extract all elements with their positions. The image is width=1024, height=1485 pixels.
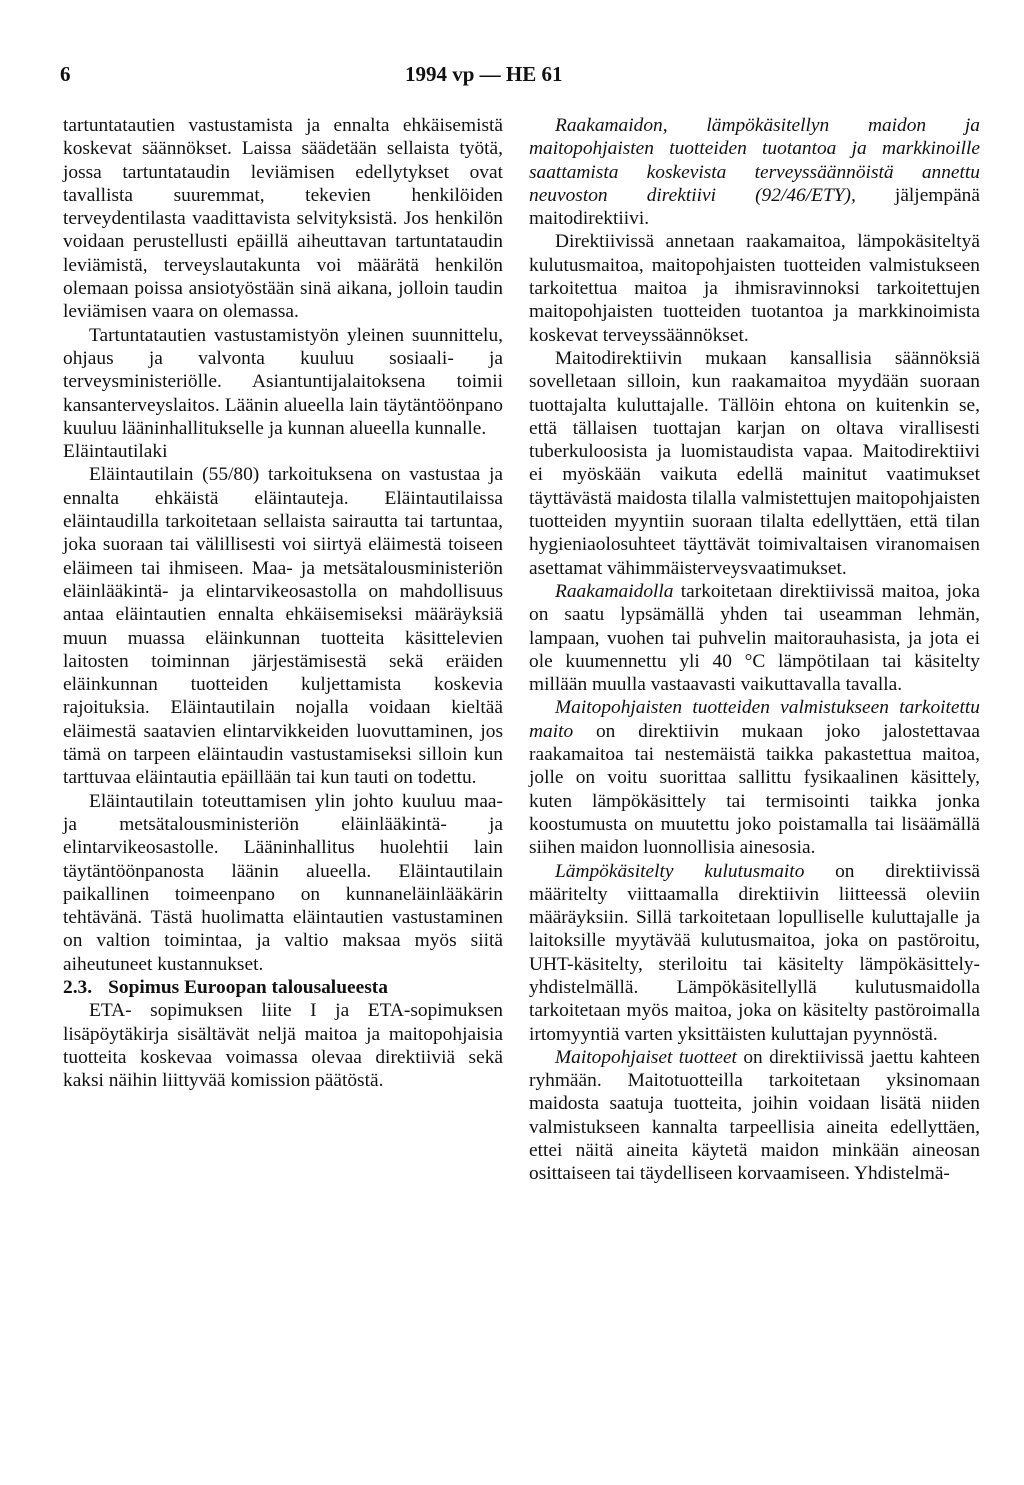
page-header [60,62,980,96]
paragraph: Maitodirektiivin mukaan kansallisia säännöksiä sovelletaan silloin, kun raakamaitoa myydään suoraan tuottajalta kuluttajalle. Tällöin ehtona on kuitenkin se, että tällaisen tuottajan karjan on oltava virallisesti tuberkuloosista ja luomistaudista vapaa. Maitodirektiivi ei myöskään vaikuta edellä mainitut vaatimukset täyttävästä maidosta tilalla valmistettujen maitopohjaisten tuotteiden myyntiin suoraan tilalta edellyttäen, että tilan hygieniaolosuhteet täyttävät toimivaltaisen viranomaisen asettamat vähimmäisterveysvaatimukset. [529,347,980,579]
paragraph: Direktiivissä annetaan raakamaitoa, lämpokäsiteltyä kulutusmaitoa, maitopohjaisten tuotteiden valmistukseen tarkoitettua maitoa ja ihmisravinnoksi tarkoitettujen maitopohjaisten tuotteiden tuotantoa ja markkinoimista koskevat terveyssäännökset. [529,231,980,346]
right-column [529,114,980,1186]
left-column [63,114,503,1092]
paragraph [529,1046,980,1186]
italic-term: Lämpökäsitelty kulutusmaito [555,860,805,882]
section-heading [63,976,503,999]
paragraph-text: on direktiivissä jaettu kahteen ryhmään. Maitotuotteilla tarkoitetaan yksinomaan maidosta saatuja tuotteita, joihin voidaan lisätä niiden valmistukseen kannalta tarpeellisia aineita edellyttäen, ettei näitä aineita käytetä maidon minkään aineosan osittaiseen tai täydelliseen korvaamiseen. Yhdistelmä- [529,1046,980,1185]
paragraph-text: jäljempänä maitodirektiivi. [529,184,980,230]
paragraph: Tartuntatautien vastustamistyön yleinen suunnittelu, ohjaus ja valvonta kuuluu sosiaali- ja terveysministeriölle. Asiantuntijalaitoksena toimii kansanterveyslaitos. Läänin alueella lain täytäntöönpano kuuluu lääninhallitukselle ja kunnan alueella kunnalle. [63,324,503,439]
paragraph [529,696,980,859]
italic-term: Maitopohjaisten tuotteiden valmistukseen tarkoitettu maito [529,697,980,742]
paragraph-text: tarkoitetaan direktiivissä maitoa, joka on saatu lypsämällä yhden tai useamman lehmän, lampaan, vuohen tai puhvelin maitorauhasista, ja jota ei ole kuumennettu yli 40 °C lämpötilaan tai käsitelty millään muulla vastaavasti vaikuttavalla tavalla. [529,580,980,696]
italic-term: Raakamaidolla [555,580,674,602]
paragraph-text: on direktiivin mukaan joko jalostettavaa raakamaitoa tai nestemäistä taikka pakastettua maitoa, jolle on voitu suorittaa sallittu fysikaalinen käsittely, kuten lämpökäsittely tai termisointi taikka jonka koostumusta on muutettu joko poistamalla tai lisäämällä siihen maidon luonnollisia ainesosia. [529,720,980,859]
page-number: 6 [60,62,71,86]
running-head: 1994 vp — HE 61 [405,62,563,86]
italic-term: Maitopohjaiset tuotteet [555,1046,737,1068]
paragraph: ETA- sopimuksen liite I ja ETA-sopimuksen lisäpöytäkirja sisältävät neljä maitoa ja maitopohjaisia tuotteita koskevaa voimassa olevaa direktiiviä sekä kaksi näihin liittyvää komission päätöstä. [63,1000,503,1092]
paragraph: tartuntatautien vastustamista ja ennalta ehkäisemistä koskevat säännökset. Laissa säädetään sellaista työtä, jossa tartuntataudin leviämisen edellytykset ovat tavallista suuremmat, tekevien henkilöiden terveydentilasta vaadittavista selvityksistä. Jos henkilön voidaan perustellusti epäillä aiheuttavan tartuntataudin leviämistä, terveyslautakunta voi määrätä henkilön olemaan poissa ansiotyöstään sinä aikana, jolloin taudin leviämisen vaara on olemassa. [63,115,503,323]
subheading: Eläintautilaki [63,441,168,463]
italic-term: Raakamaidon, lämpökäsitellyn maidon ja maitopohjaisten tuotteiden tuotantoa ja markkinoille saattamista koskevista terveyssäännöistä annettu neuvoston direktiivi (92/46/ETY), [529,115,980,206]
paragraph-text: on direktiivissä määritelty viittaamalla direktiivin liitteessä oleviin määräyksiin. Sillä tarkoitetaan lopulliselle kuluttajalle ja laitoksille myytävää kulutusmaitoa, joka on pastöroitu, UHT-käsitelty, steriloitu tai käsitelty lämpökäsittely-yhdistelmällä. Lämpökäsitellyllä kulutusmaidolla tarkoitetaan myös maitoa, joka on käsitelty pastöroimalla irtomyyntiä varten yksittäisten kuluttajan pyynnöstä. [529,860,981,1045]
paragraph: Eläintautilain (55/80) tarkoituksena on vastustaa ja ennalta ehkäistä eläintauteja. Eläintautilaissa eläintaudilla tarkoitetaan sellaista sairautta tai tartuntaa, joka suoraan tai välillisesti voi siirtyä eläimestä toiseen eläimeen tai ihmiseen. Maa- ja metsätalousministeriön eläinlääkintä- ja elintarvikeosastolla on mahdollisuus antaa eläintautien ennalta ehkäisemiseksi määräyksiä muun muassa eläinkunnan tuotteita käsittelevien laitosten toiminnan järjestämisestä sekä eräiden eläinkunnan tuotteiden kuljettamista koskevia rajoituksia. Eläintautilain nojalla voidaan kieltää eläimestä saatavien elintarvikkeiden luovuttaminen, jos tämä on tarpeen eläintaudin vastustamiseksi silloin kun tarttuvaa eläintautia epäillään tai kun tauti on todettu. [63,464,503,789]
section-title: Sopimus Euroopan talousalueesta [108,976,388,998]
paragraph: Eläintautilain toteuttamisen ylin johto kuuluu maa- ja metsätalousministeriön eläinlääkintä- ja elintarvikeosastolle. Lääninhallitus huolehtii lain täytäntöönpanosta läänin alueella. Eläintautilain paikallinen toimeenpano on kunnaneläinlääkärin tehtävänä. Tästä huolimatta eläintautien vastustaminen on valtion toimintaa, ja valtio maksaa myös siitä aiheutuneet kustannukset. [63,790,503,975]
paragraph [529,860,980,1046]
section-number: 2.3. [63,976,93,998]
paragraph [529,114,980,230]
paragraph [529,580,980,696]
